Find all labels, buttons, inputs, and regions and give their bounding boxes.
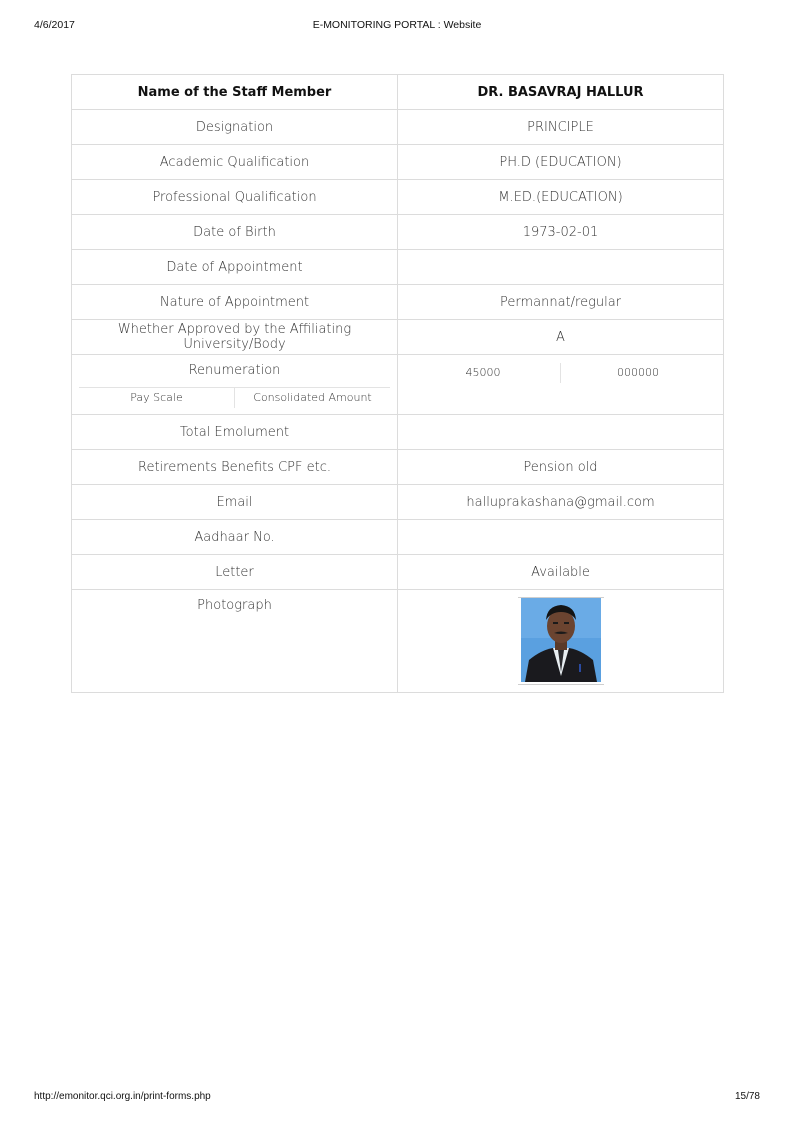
photograph-cell [398, 590, 724, 693]
row-value: Pension old [398, 450, 724, 485]
table-row-email [72, 485, 724, 520]
row-label: Nature of Appointment [72, 285, 398, 320]
table-row-date-of-appointment [72, 250, 724, 285]
row-value: PH.D (EDUCATION) [398, 145, 724, 180]
staff-details-table [71, 74, 724, 693]
pay-scale-value: 45000 [406, 363, 561, 383]
print-date: 4/6/2017 [34, 19, 75, 31]
row-value [398, 520, 724, 555]
renumeration-sub-labels [79, 388, 390, 408]
photograph-label: Photograph [72, 590, 398, 693]
table-row-aadhaar [72, 520, 724, 555]
table-row-renumeration [72, 355, 724, 415]
consolidated-amount-label: Consolidated Amount [253, 391, 372, 404]
staff-photo [518, 597, 604, 685]
table-row-letter [72, 555, 724, 590]
pay-scale-label: Pay Scale [79, 388, 235, 408]
row-label: Designation [72, 110, 398, 145]
row-label: Aadhaar No. [72, 520, 398, 555]
row-value: 1973-02-01 [398, 215, 724, 250]
table-row-retirement-benefits [72, 450, 724, 485]
row-label: Email [72, 485, 398, 520]
table-row-professional-qualification [72, 180, 724, 215]
row-value: halluprakashana@gmail.com [398, 485, 724, 520]
row-value [398, 250, 724, 285]
row-value: Permannat/regular [398, 285, 724, 320]
print-url: http://emonitor.qci.org.in/print-forms.php [34, 1091, 211, 1102]
renumeration-label-cell [72, 355, 398, 415]
staff-photo-image [521, 598, 601, 682]
row-label: Retirements Benefits CPF etc. [72, 450, 398, 485]
row-value: A [398, 320, 724, 355]
table-row-nature-of-appointment [72, 285, 724, 320]
renumeration-values [406, 363, 715, 383]
page-number: 15/78 [734, 1091, 760, 1102]
table-row-total-emolument [72, 415, 724, 450]
table-row-designation [72, 110, 724, 145]
row-label: Total Emolument [72, 415, 398, 450]
staff-name-label: Name of the Staff Member [72, 75, 398, 110]
consolidated-amount-value: 000000 [617, 366, 659, 379]
table-row-photograph [72, 590, 724, 693]
row-label: Date of Birth [72, 215, 398, 250]
table-row-academic-qualification [72, 145, 724, 180]
renumeration-label: Renumeration [79, 355, 390, 388]
row-label: Academic Qualification [72, 145, 398, 180]
table-row-date-of-birth [72, 215, 724, 250]
staff-name-value: DR. BASAVRAJ HALLUR [398, 75, 724, 110]
row-value [398, 415, 724, 450]
print-footer [34, 1091, 760, 1107]
row-label: Letter [72, 555, 398, 590]
row-value: M.ED.(EDUCATION) [398, 180, 724, 215]
print-header [34, 19, 760, 35]
row-label: Whether Approved by the Affiliating University/Body [72, 320, 398, 355]
table-header-row [72, 75, 724, 110]
row-label: Professional Qualification [72, 180, 398, 215]
row-label: Date of Appointment [72, 250, 398, 285]
table-row-approved [72, 320, 724, 355]
renumeration-values-cell [398, 355, 724, 415]
row-value: Available [398, 555, 724, 590]
print-title: E-MONITORING PORTAL : Website [312, 19, 482, 31]
row-value: PRINCIPLE [398, 110, 724, 145]
